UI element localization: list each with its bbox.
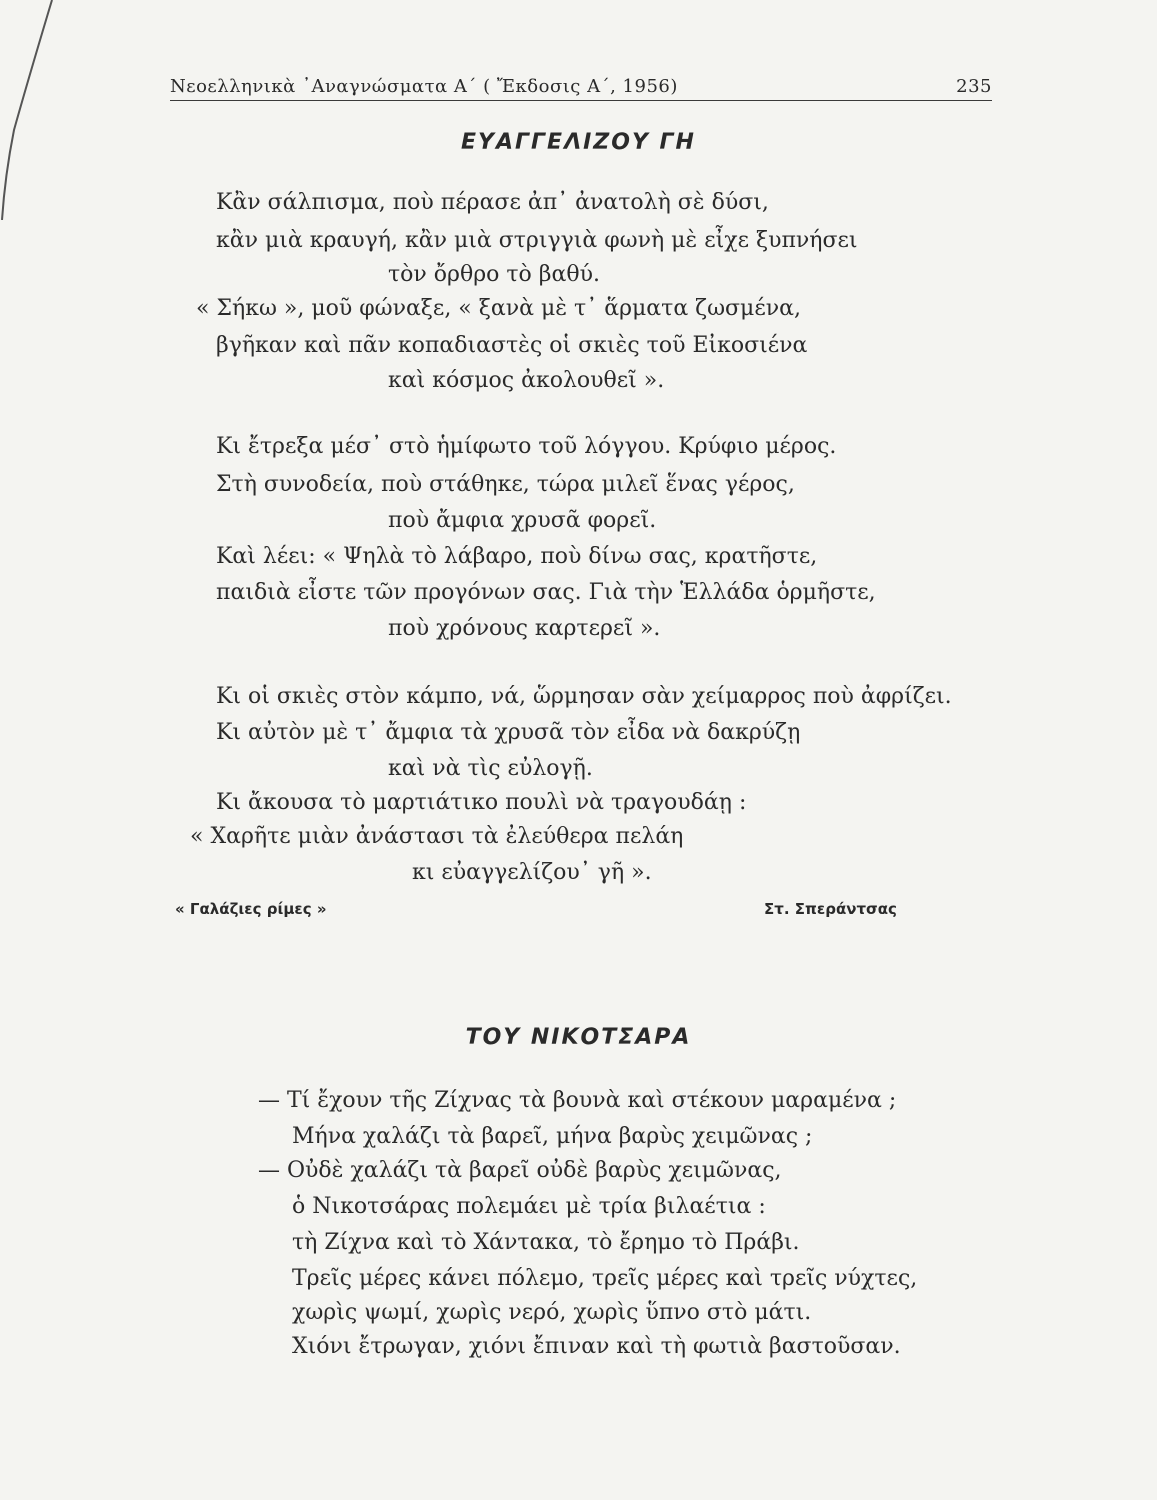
poem-line: καὶ κόσμος ἀκολουθεῖ ». bbox=[388, 368, 665, 393]
poem-line: Καὶ λέει: « Ψηλὰ τὸ λάβαρο, ποὺ δίνω σας, κρατῆστε, bbox=[216, 544, 818, 569]
poem-line: καὶ νὰ τὶς εὐλογῇ. bbox=[388, 756, 593, 781]
poem-line: Κι οἱ σκιὲς στὸν κάμπο, νά, ὥρμησαν σὰν χείμαρρος ποὺ ἀφρίζει. bbox=[216, 684, 952, 709]
poem-line: Χιόνι ἔτρωγαν, χιόνι ἔπιναν καὶ τὴ φωτιὰ βαστοῦσαν. bbox=[292, 1334, 901, 1359]
poem-line: ὁ Νικοτσάρας πολεμάει μὲ τρία βιλαέτια : bbox=[292, 1194, 766, 1219]
poem-line: Στὴ συνοδεία, ποὺ στάθηκε, τώρα μιλεῖ ἕνας γέρος, bbox=[216, 472, 795, 497]
poem-line: κι εὐαγγελίζου᾿ γῆ ». bbox=[412, 860, 652, 885]
poem-line: Κι ἔτρεξα μέσ᾿ στὸ ἡμίφωτο τοῦ λόγγου. Κρύφιο μέρος. bbox=[216, 434, 837, 459]
poem-line: τὴ Ζίχνα καὶ τὸ Χάντακα, τὸ ἔρημο τὸ Πράβι. bbox=[292, 1230, 800, 1255]
poem-line: — Τί ἔχουν τῆς Ζίχνας τὰ βουνὰ καὶ στέκουν μαραμένα ; bbox=[258, 1088, 897, 1113]
poem-line: Κι ἄκουσα τὸ μαρτιάτικο πουλὶ νὰ τραγουδάῃ : bbox=[216, 790, 747, 815]
poem-line: βγῆκαν καὶ πᾶν κοπαδιαστὲς οἱ σκιὲς τοῦ Εἰκοσιένα bbox=[216, 333, 808, 358]
poem-line: ποὺ ἄμφια χρυσᾶ φορεῖ. bbox=[388, 508, 657, 533]
poem-line: χωρὶς ψωμί, χωρὶς νερό, χωρὶς ὕπνο στὸ μάτι. bbox=[292, 1300, 812, 1325]
poem-title: ΕΥΑΓΓΕΛΙΖΟΥ ΓΗ bbox=[461, 130, 696, 155]
page-header bbox=[170, 76, 992, 101]
poem-source: « Γαλάζιες ρίμες » bbox=[175, 900, 327, 918]
poem-author: Στ. Σπεράντσας bbox=[764, 900, 897, 918]
poem-line: Κἂν σάλπισμα, ποὺ πέρασε ἀπ᾿ ἀνατολὴ σὲ δύσι, bbox=[216, 190, 769, 215]
poem-line: « Χαρῆτε μιὰν ἀνάστασι τὰ ἐλεύθερα πελάη bbox=[190, 824, 684, 849]
poem-line: παιδιὰ εἶστε τῶν προγόνων σας. Γιὰ τὴν Ἑλλάδα ὁρμῆστε, bbox=[216, 580, 876, 605]
poem-line: Τρεῖς μέρες κάνει πόλεμο, τρεῖς μέρες καὶ τρεῖς νύχτες, bbox=[292, 1266, 918, 1291]
poem-line: τὸν ὄρθρο τὸ βαθύ. bbox=[388, 262, 600, 287]
poem-line: « Σήκω », μοῦ φώναξε, « ξανὰ μὲ τ᾿ ἅρματα ζωσμένα, bbox=[196, 296, 801, 321]
poem-line: ποὺ χρόνους καρτερεῖ ». bbox=[388, 616, 661, 641]
poem-title: ΤΟΥ ΝΙΚΟΤΣΑΡΑ bbox=[465, 1025, 692, 1050]
running-title: Νεοελληνικὰ ᾿Αναγνώσματα Α΄ ( Ἔκδοσις Α΄, 1956) bbox=[170, 76, 678, 97]
poem-line: Μήνα χαλάζι τὰ βαρεῖ, μήνα βαρὺς χειμῶνας ; bbox=[292, 1124, 813, 1149]
poem-line: — Οὐδὲ χαλάζι τὰ βαρεῖ οὐδὲ βαρὺς χειμῶνας, bbox=[258, 1158, 782, 1183]
poem-line: κἂν μιὰ κραυγή, κἂν μιὰ στριγγιὰ φωνὴ μὲ εἶχε ξυπνήσει bbox=[216, 228, 858, 253]
page-number: 235 bbox=[956, 76, 992, 97]
page-edge-mark bbox=[0, 0, 60, 220]
poem-line: Κι αὐτὸν μὲ τ᾿ ἄμφια τὰ χρυσᾶ τὸν εἶδα νὰ δακρύζῃ bbox=[216, 720, 801, 745]
